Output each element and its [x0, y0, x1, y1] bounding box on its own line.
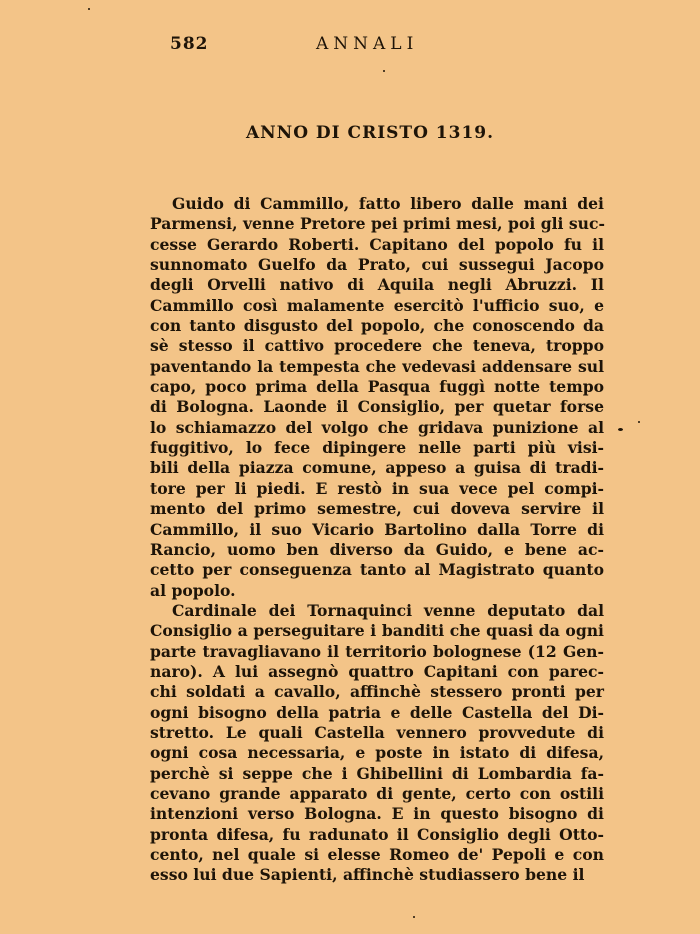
text-line: stretto. Le quali Castella vennero provvedute di — [150, 722, 604, 742]
text-line: con tanto disgusto del popolo, che conoscendo da — [150, 316, 604, 336]
text-line: Cammillo così malamente esercitò l'ufficio suo, e — [150, 295, 604, 315]
text-line: lo schiamazzo del volgo che gridava punizione al — [150, 417, 604, 437]
section-title: ANNO DI CRISTO 1319. — [245, 123, 495, 143]
text-line: al popolo. — [150, 580, 236, 600]
text-line: bili della piazza comune, appeso a guisa di tradi- — [150, 458, 604, 478]
text-line: naro). A lui assegnò quattro Capitani con parec- — [150, 661, 604, 681]
text-line: Rancio, uomo ben diverso da Guido, e bene ac- — [150, 539, 604, 559]
text-line: paventando la tempesta che vedevasi addensare sul — [150, 356, 604, 376]
print-speck — [638, 421, 640, 423]
text-line: chi soldati a cavallo, affinchè stessero pronti per — [150, 682, 604, 702]
paragraph — [150, 601, 604, 886]
text-line: sunnomato Guelfo da Prato, cui sussegui Jacopo — [150, 255, 604, 275]
text-line: Guido di Cammillo, fatto libero dalle mani dei — [172, 194, 604, 213]
text-line: tore per li piedi. E restò in sua vece pel compi- — [150, 478, 604, 498]
text-line: Cammillo, il suo Vicario Bartolino dalla Torre di — [150, 519, 604, 539]
text-line: ogni bisogno della patria e delle Castella del Di- — [150, 702, 604, 722]
text-line: fuggitivo, lo fece dipingere nelle parti più visi- — [150, 438, 604, 458]
text-line: cetto per conseguenza tanto al Magistrato quanto — [150, 560, 604, 580]
text-line: Consiglio a perseguitare i banditi che quasi da ogni — [150, 621, 604, 641]
running-head: ANNALI — [316, 34, 419, 54]
text-line: di Bologna. Laonde il Consiglio, per quetar forse — [150, 397, 604, 417]
paragraph — [150, 194, 604, 601]
paragraphs — [150, 194, 604, 886]
text-line: cevano grande apparato di gente, certo con ostili — [150, 783, 604, 803]
text-line: parte travagliavano il territorio bolognese (12 Gen- — [150, 641, 604, 661]
text-line: cento, nel quale si elesse Romeo de' Pepoli e con — [150, 845, 604, 864]
page-header — [0, 34, 700, 58]
text-line: capo, poco prima della Pasqua fuggì notte tempo — [150, 377, 604, 397]
print-speck — [383, 70, 385, 72]
body-text — [150, 194, 604, 886]
text-line: esso lui due Sapienti, affinchè studiassero bene il — [150, 865, 585, 885]
text-line: mento del primo semestre, cui doveva servire il — [150, 499, 604, 519]
text-line: ogni cosa necessaria, e poste in istato di difesa, — [150, 743, 604, 763]
print-speck — [88, 8, 90, 10]
text-line: sè stesso il cattivo procedere che teneva, troppo — [150, 336, 604, 356]
print-speck — [413, 916, 415, 918]
text-line: cesse Gerardo Roberti. Capitano del popolo fu il — [150, 234, 604, 254]
text-line: Cardinale dei Tornaquinci venne deputato dal — [172, 600, 604, 620]
page-number: 582 — [170, 34, 209, 54]
print-speck — [618, 428, 623, 431]
text-line: perchè si seppe che i Ghibellini di Lombardia fa- — [150, 763, 604, 783]
text-line: intenzioni verso Bologna. E in questo bisogno di — [150, 804, 604, 824]
text-line: pronta difesa, fu radunato il Consiglio degli Otto- — [150, 824, 604, 844]
text-line: degli Orvelli nativo di Aquila negli Abruzzi. Il — [150, 275, 604, 295]
text-line: Parmensi, venne Pretore pei primi mesi, poi gli suc- — [150, 214, 605, 234]
